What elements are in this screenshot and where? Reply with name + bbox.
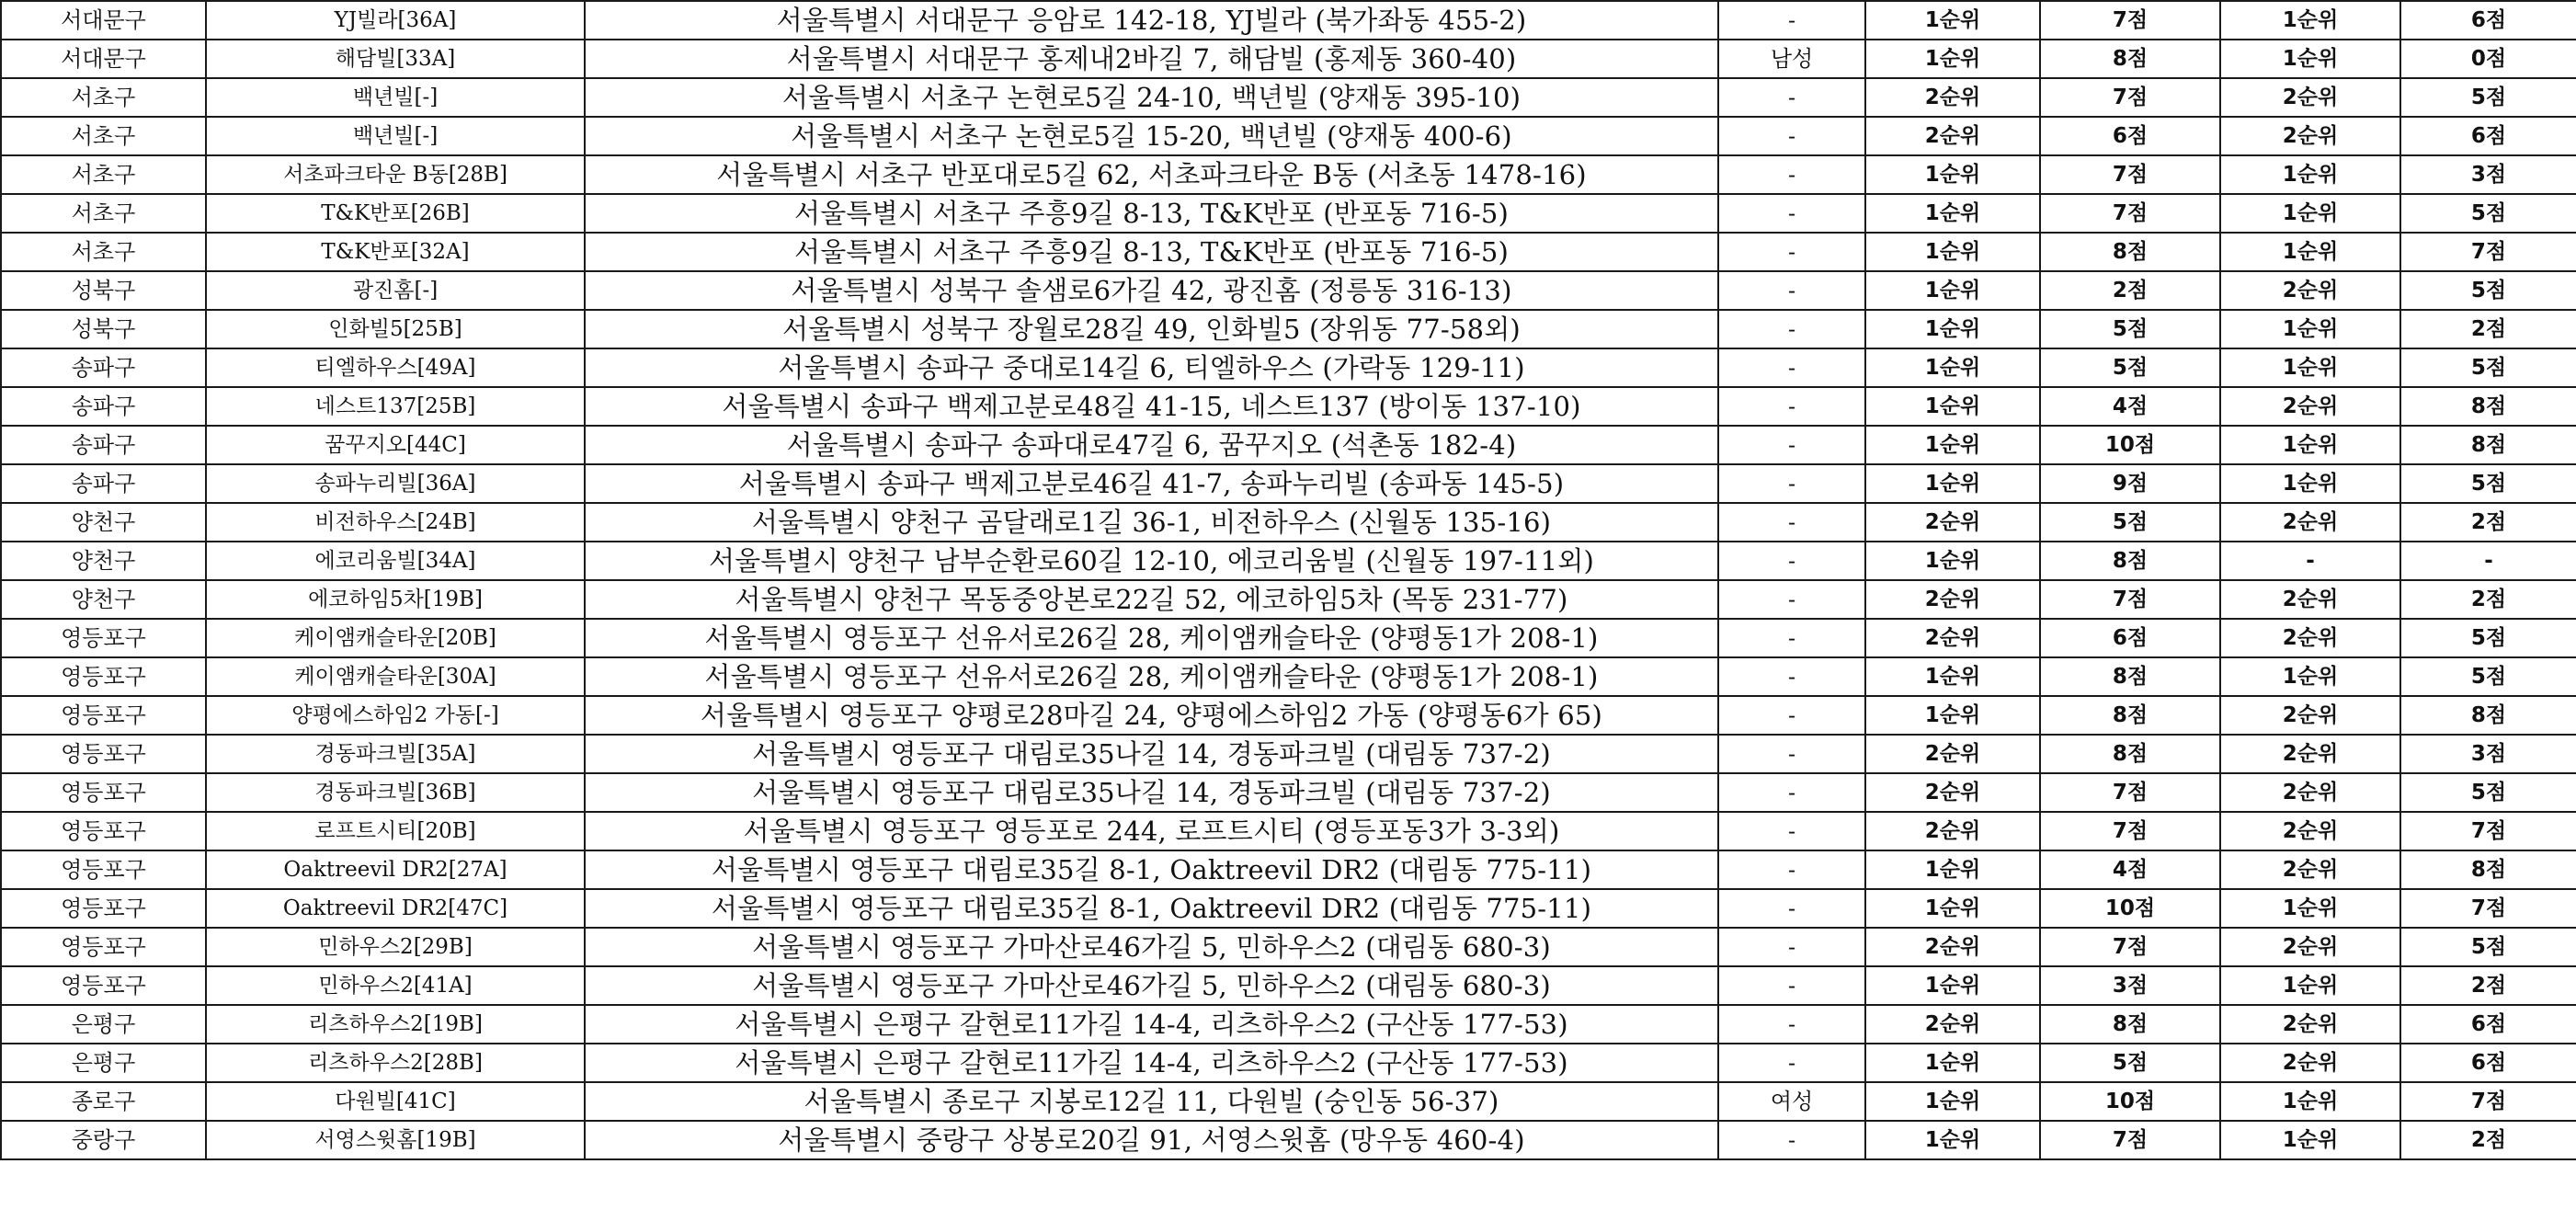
score-1-cell: 7점 — [2040, 812, 2220, 850]
score-2-cell: 5점 — [2400, 657, 2576, 696]
rank-2-cell: - — [2220, 542, 2400, 580]
rank-2-cell: 2순위 — [2220, 850, 2400, 889]
rank-1-cell: 2순위 — [1865, 580, 2040, 619]
district-cell: 영등포구 — [1, 812, 206, 850]
rank-1-cell: 1순위 — [1865, 1082, 2040, 1121]
table-row — [1, 194, 2576, 233]
table-row — [1, 619, 2576, 657]
address-cell: 서울특별시 영등포구 대림로35길 8-1, Oaktreevil DR2 (대림동 775-11) — [585, 889, 1718, 928]
address-cell: 서울특별시 영등포구 대림로35길 8-1, Oaktreevil DR2 (대림동 775-11) — [585, 850, 1718, 889]
building-name-cell: 다원빌[41C] — [206, 1082, 585, 1121]
score-2-cell: 6점 — [2400, 1, 2576, 40]
table-row — [1, 348, 2576, 387]
score-2-cell: 2점 — [2400, 1121, 2576, 1159]
gender-cell: - — [1718, 348, 1865, 387]
address-cell: 서울특별시 서대문구 홍제내2바길 7, 해담빌 (홍제동 360-40) — [585, 40, 1718, 78]
rank-2-cell: 2순위 — [2220, 503, 2400, 542]
rank-1-cell: 1순위 — [1865, 464, 2040, 503]
rank-1-cell: 1순위 — [1865, 966, 2040, 1005]
rank-1-cell: 2순위 — [1865, 735, 2040, 773]
score-2-cell: 8점 — [2400, 850, 2576, 889]
building-name-cell: Oaktreevil DR2[27A] — [206, 850, 585, 889]
address-cell: 서울특별시 서대문구 응암로 142-18, YJ빌라 (북가좌동 455-2) — [585, 1, 1718, 40]
rank-2-cell: 2순위 — [2220, 387, 2400, 426]
building-name-cell: 경동파크빌[36B] — [206, 773, 585, 812]
rank-1-cell: 1순위 — [1865, 1, 2040, 40]
rank-2-cell: 2순위 — [2220, 580, 2400, 619]
district-cell: 영등포구 — [1, 735, 206, 773]
gender-cell: - — [1718, 735, 1865, 773]
table-row — [1, 812, 2576, 850]
address-cell: 서울특별시 성북구 솔샘로6가길 42, 광진홈 (정릉동 316-13) — [585, 271, 1718, 310]
gender-cell: 남성 — [1718, 40, 1865, 78]
gender-cell: - — [1718, 1044, 1865, 1082]
score-1-cell: 8점 — [2040, 657, 2220, 696]
rank-2-cell: 1순위 — [2220, 889, 2400, 928]
rank-2-cell: 1순위 — [2220, 1082, 2400, 1121]
gender-cell: - — [1718, 928, 1865, 966]
district-cell: 양천구 — [1, 542, 206, 580]
address-cell: 서울특별시 서초구 반포대로5길 62, 서초파크타운 B동 (서초동 1478-16) — [585, 155, 1718, 194]
score-2-cell: 7점 — [2400, 1082, 2576, 1121]
district-cell: 서초구 — [1, 78, 206, 117]
score-1-cell: 8점 — [2040, 233, 2220, 271]
score-2-cell: 5점 — [2400, 619, 2576, 657]
score-1-cell: 7점 — [2040, 580, 2220, 619]
building-name-cell: 인화빌5[25B] — [206, 310, 585, 348]
rank-1-cell: 1순위 — [1865, 657, 2040, 696]
table-row — [1, 735, 2576, 773]
district-cell: 성북구 — [1, 271, 206, 310]
rank-2-cell: 1순위 — [2220, 1, 2400, 40]
rank-2-cell: 2순위 — [2220, 1044, 2400, 1082]
score-1-cell: 6점 — [2040, 117, 2220, 155]
district-cell: 영등포구 — [1, 657, 206, 696]
address-cell: 서울특별시 양천구 남부순환로60길 12-10, 에코리움빌 (신월동 197-11외) — [585, 542, 1718, 580]
building-name-cell: 경동파크빌[35A] — [206, 735, 585, 773]
building-name-cell: 리츠하우스2[28B] — [206, 1044, 585, 1082]
gender-cell: - — [1718, 966, 1865, 1005]
score-1-cell: 7점 — [2040, 773, 2220, 812]
table-row — [1, 155, 2576, 194]
score-1-cell: 10점 — [2040, 426, 2220, 464]
building-name-cell: 케이앰캐슬타운[30A] — [206, 657, 585, 696]
score-2-cell: 2점 — [2400, 503, 2576, 542]
district-cell: 영등포구 — [1, 696, 206, 735]
gender-cell: - — [1718, 1121, 1865, 1159]
score-2-cell: 3점 — [2400, 155, 2576, 194]
rank-2-cell: 2순위 — [2220, 78, 2400, 117]
score-1-cell: 9점 — [2040, 464, 2220, 503]
rank-1-cell: 2순위 — [1865, 78, 2040, 117]
rank-2-cell: 2순위 — [2220, 271, 2400, 310]
gender-cell: - — [1718, 387, 1865, 426]
gender-cell: - — [1718, 696, 1865, 735]
table-row — [1, 542, 2576, 580]
score-2-cell: 5점 — [2400, 348, 2576, 387]
district-cell: 은평구 — [1, 1044, 206, 1082]
gender-cell: - — [1718, 1005, 1865, 1044]
address-cell: 서울특별시 양천구 곰달래로1길 36-1, 비전하우스 (신월동 135-16) — [585, 503, 1718, 542]
table-row — [1, 696, 2576, 735]
score-1-cell: 7점 — [2040, 155, 2220, 194]
rank-1-cell: 1순위 — [1865, 1044, 2040, 1082]
rank-1-cell: 1순위 — [1865, 542, 2040, 580]
score-1-cell: 8점 — [2040, 696, 2220, 735]
building-name-cell: 양평에스하임2 가동[-] — [206, 696, 585, 735]
score-2-cell: 8점 — [2400, 387, 2576, 426]
score-1-cell: 4점 — [2040, 387, 2220, 426]
gender-cell: - — [1718, 542, 1865, 580]
address-cell: 서울특별시 송파구 백제고분로48길 41-15, 네스트137 (방이동 137-10) — [585, 387, 1718, 426]
district-cell: 영등포구 — [1, 773, 206, 812]
building-name-cell: 티엘하우스[49A] — [206, 348, 585, 387]
address-cell: 서울특별시 영등포구 가마산로46가길 5, 민하우스2 (대림동 680-3) — [585, 928, 1718, 966]
building-name-cell: 송파누리빌[36A] — [206, 464, 585, 503]
table-body — [1, 1, 2576, 1159]
district-cell: 서대문구 — [1, 40, 206, 78]
table-row — [1, 928, 2576, 966]
gender-cell: - — [1718, 310, 1865, 348]
district-cell: 종로구 — [1, 1082, 206, 1121]
rank-2-cell: 2순위 — [2220, 696, 2400, 735]
rank-1-cell: 1순위 — [1865, 850, 2040, 889]
address-cell: 서울특별시 영등포구 대림로35나길 14, 경동파크빌 (대림동 737-2) — [585, 735, 1718, 773]
score-1-cell: 10점 — [2040, 1082, 2220, 1121]
score-1-cell: 7점 — [2040, 78, 2220, 117]
table-row — [1, 271, 2576, 310]
district-cell: 양천구 — [1, 580, 206, 619]
address-cell: 서울특별시 영등포구 가마산로46가길 5, 민하우스2 (대림동 680-3) — [585, 966, 1718, 1005]
address-cell: 서울특별시 서초구 주흥9길 8-13, T&K반포 (반포동 716-5) — [585, 233, 1718, 271]
building-name-cell: YJ빌라[36A] — [206, 1, 585, 40]
gender-cell: - — [1718, 850, 1865, 889]
table-row — [1, 966, 2576, 1005]
table-row — [1, 657, 2576, 696]
building-name-cell: 케이앰캐슬타운[20B] — [206, 619, 585, 657]
address-cell: 서울특별시 송파구 백제고분로46길 41-7, 송파누리빌 (송파동 145-5) — [585, 464, 1718, 503]
district-cell: 서초구 — [1, 155, 206, 194]
score-2-cell: 2점 — [2400, 966, 2576, 1005]
building-name-cell: 민하우스2[41A] — [206, 966, 585, 1005]
address-cell: 서울특별시 송파구 중대로14길 6, 티엘하우스 (가락동 129-11) — [585, 348, 1718, 387]
gender-cell: - — [1718, 812, 1865, 850]
district-cell: 서대문구 — [1, 1, 206, 40]
address-cell: 서울특별시 은평구 갈현로11가길 14-4, 리츠하우스2 (구산동 177-53) — [585, 1005, 1718, 1044]
rank-1-cell: 1순위 — [1865, 426, 2040, 464]
gender-cell: - — [1718, 889, 1865, 928]
table-row — [1, 1, 2576, 40]
district-cell: 서초구 — [1, 194, 206, 233]
rank-2-cell: 1순위 — [2220, 233, 2400, 271]
gender-cell: - — [1718, 78, 1865, 117]
rank-2-cell: 1순위 — [2220, 966, 2400, 1005]
gender-cell: - — [1718, 117, 1865, 155]
address-cell: 서울특별시 서초구 논현로5길 24-10, 백년빌 (양재동 395-10) — [585, 78, 1718, 117]
district-cell: 송파구 — [1, 464, 206, 503]
rank-1-cell: 1순위 — [1865, 310, 2040, 348]
rank-2-cell: 1순위 — [2220, 657, 2400, 696]
district-cell: 중랑구 — [1, 1121, 206, 1159]
score-2-cell: 5점 — [2400, 928, 2576, 966]
score-2-cell: 0점 — [2400, 40, 2576, 78]
gender-cell: - — [1718, 657, 1865, 696]
building-name-cell: 서영스윗홈[19B] — [206, 1121, 585, 1159]
address-cell: 서울특별시 영등포구 양평로28마길 24, 양평에스하임2 가동 (양평동6가 65) — [585, 696, 1718, 735]
gender-cell: - — [1718, 503, 1865, 542]
building-name-cell: 로프트시티[20B] — [206, 812, 585, 850]
rank-2-cell: 1순위 — [2220, 40, 2400, 78]
score-1-cell: 2점 — [2040, 271, 2220, 310]
table-row — [1, 580, 2576, 619]
score-2-cell: 7점 — [2400, 889, 2576, 928]
score-2-cell: 6점 — [2400, 117, 2576, 155]
district-cell: 서초구 — [1, 117, 206, 155]
gender-cell: - — [1718, 426, 1865, 464]
score-2-cell: 8점 — [2400, 696, 2576, 735]
rank-1-cell: 2순위 — [1865, 812, 2040, 850]
district-cell: 영등포구 — [1, 619, 206, 657]
table-row — [1, 1005, 2576, 1044]
score-2-cell: 2점 — [2400, 310, 2576, 348]
building-name-cell: 민하우스2[29B] — [206, 928, 585, 966]
address-cell: 서울특별시 양천구 목동중앙본로22길 52, 에코하임5차 (목동 231-77) — [585, 580, 1718, 619]
table-row — [1, 773, 2576, 812]
table-row — [1, 889, 2576, 928]
rank-1-cell: 1순위 — [1865, 696, 2040, 735]
table-row — [1, 464, 2576, 503]
score-1-cell: 7점 — [2040, 1, 2220, 40]
rank-1-cell: 2순위 — [1865, 773, 2040, 812]
building-name-cell: 에코하임5차[19B] — [206, 580, 585, 619]
table-row — [1, 387, 2576, 426]
address-cell: 서울특별시 영등포구 영등포로 244, 로프트시티 (영등포동3가 3-3외) — [585, 812, 1718, 850]
district-cell: 영등포구 — [1, 850, 206, 889]
rank-2-cell: 2순위 — [2220, 928, 2400, 966]
district-cell: 성북구 — [1, 310, 206, 348]
score-2-cell: 6점 — [2400, 1005, 2576, 1044]
district-cell: 은평구 — [1, 1005, 206, 1044]
address-cell: 서울특별시 서초구 논현로5길 15-20, 백년빌 (양재동 400-6) — [585, 117, 1718, 155]
rank-1-cell: 1순위 — [1865, 889, 2040, 928]
score-1-cell: 8점 — [2040, 735, 2220, 773]
gender-cell: - — [1718, 155, 1865, 194]
rank-2-cell: 1순위 — [2220, 310, 2400, 348]
table-row — [1, 78, 2576, 117]
score-1-cell: 5점 — [2040, 348, 2220, 387]
rank-2-cell: 1순위 — [2220, 426, 2400, 464]
score-1-cell: 7점 — [2040, 1121, 2220, 1159]
district-cell: 송파구 — [1, 348, 206, 387]
table-row — [1, 426, 2576, 464]
address-cell: 서울특별시 중랑구 상봉로20길 91, 서영스윗홈 (망우동 460-4) — [585, 1121, 1718, 1159]
rank-2-cell: 2순위 — [2220, 117, 2400, 155]
score-2-cell: 5점 — [2400, 464, 2576, 503]
rank-1-cell: 2순위 — [1865, 928, 2040, 966]
gender-cell: - — [1718, 194, 1865, 233]
building-name-cell: 광진홈[-] — [206, 271, 585, 310]
building-name-cell: 꿈꾸지오[44C] — [206, 426, 585, 464]
district-cell: 양천구 — [1, 503, 206, 542]
score-2-cell: - — [2400, 542, 2576, 580]
gender-cell: - — [1718, 233, 1865, 271]
building-name-cell: 비전하우스[24B] — [206, 503, 585, 542]
building-name-cell: 네스트137[25B] — [206, 387, 585, 426]
score-1-cell: 8점 — [2040, 40, 2220, 78]
score-2-cell: 5점 — [2400, 271, 2576, 310]
rank-1-cell: 1순위 — [1865, 194, 2040, 233]
address-cell: 서울특별시 은평구 갈현로11가길 14-4, 리츠하우스2 (구산동 177-53) — [585, 1044, 1718, 1082]
rank-1-cell: 1순위 — [1865, 348, 2040, 387]
score-2-cell: 5점 — [2400, 78, 2576, 117]
score-1-cell: 10점 — [2040, 889, 2220, 928]
score-1-cell: 7점 — [2040, 194, 2220, 233]
rank-2-cell: 1순위 — [2220, 348, 2400, 387]
rank-1-cell: 2순위 — [1865, 503, 2040, 542]
score-1-cell: 7점 — [2040, 928, 2220, 966]
table-row — [1, 233, 2576, 271]
rank-1-cell: 1순위 — [1865, 387, 2040, 426]
address-cell: 서울특별시 종로구 지봉로12길 11, 다원빌 (숭인동 56-37) — [585, 1082, 1718, 1121]
score-1-cell: 8점 — [2040, 542, 2220, 580]
address-cell: 서울특별시 성북구 장월로28길 49, 인화빌5 (장위동 77-58외) — [585, 310, 1718, 348]
score-2-cell: 2점 — [2400, 580, 2576, 619]
score-2-cell: 5점 — [2400, 194, 2576, 233]
score-2-cell: 6점 — [2400, 1044, 2576, 1082]
score-1-cell: 5점 — [2040, 503, 2220, 542]
score-2-cell: 5점 — [2400, 773, 2576, 812]
score-2-cell: 8점 — [2400, 426, 2576, 464]
rank-2-cell: 1순위 — [2220, 194, 2400, 233]
building-name-cell: 백년빌[-] — [206, 117, 585, 155]
rank-1-cell: 2순위 — [1865, 1005, 2040, 1044]
building-name-cell: 서초파크타운 B동[28B] — [206, 155, 585, 194]
rank-2-cell: 1순위 — [2220, 155, 2400, 194]
gender-cell: 여성 — [1718, 1082, 1865, 1121]
address-cell: 서울특별시 영등포구 대림로35나길 14, 경동파크빌 (대림동 737-2) — [585, 773, 1718, 812]
district-cell: 영등포구 — [1, 889, 206, 928]
table-row — [1, 1082, 2576, 1121]
address-cell: 서울특별시 송파구 송파대로47길 6, 꿈꾸지오 (석촌동 182-4) — [585, 426, 1718, 464]
table-row — [1, 1044, 2576, 1082]
rank-2-cell: 1순위 — [2220, 464, 2400, 503]
building-name-cell: 해담빌[33A] — [206, 40, 585, 78]
gender-cell: - — [1718, 580, 1865, 619]
rank-1-cell: 2순위 — [1865, 117, 2040, 155]
district-cell: 송파구 — [1, 426, 206, 464]
address-cell: 서울특별시 영등포구 선유서로26길 28, 케이앰캐슬타운 (양평동1가 208-1) — [585, 657, 1718, 696]
rank-2-cell: 2순위 — [2220, 735, 2400, 773]
district-cell: 영등포구 — [1, 928, 206, 966]
gender-cell: - — [1718, 271, 1865, 310]
gender-cell: - — [1718, 773, 1865, 812]
rank-1-cell: 1순위 — [1865, 155, 2040, 194]
table-row — [1, 310, 2576, 348]
score-2-cell: 7점 — [2400, 233, 2576, 271]
rank-1-cell: 1순위 — [1865, 233, 2040, 271]
rank-1-cell: 1순위 — [1865, 1121, 2040, 1159]
building-name-cell: 리츠하우스2[19B] — [206, 1005, 585, 1044]
building-name-cell: T&K반포[26B] — [206, 194, 585, 233]
score-1-cell: 8점 — [2040, 1005, 2220, 1044]
rank-1-cell: 1순위 — [1865, 40, 2040, 78]
gender-cell: - — [1718, 1, 1865, 40]
rank-1-cell: 2순위 — [1865, 619, 2040, 657]
rank-2-cell: 2순위 — [2220, 1005, 2400, 1044]
rank-2-cell: 2순위 — [2220, 773, 2400, 812]
building-name-cell: 백년빌[-] — [206, 78, 585, 117]
score-2-cell: 7점 — [2400, 812, 2576, 850]
table-row — [1, 117, 2576, 155]
score-2-cell: 3점 — [2400, 735, 2576, 773]
score-1-cell: 3점 — [2040, 966, 2220, 1005]
building-name-cell: Oaktreevil DR2[47C] — [206, 889, 585, 928]
district-cell: 송파구 — [1, 387, 206, 426]
district-cell: 서초구 — [1, 233, 206, 271]
table-row — [1, 40, 2576, 78]
gender-cell: - — [1718, 464, 1865, 503]
gender-cell: - — [1718, 619, 1865, 657]
score-1-cell: 5점 — [2040, 1044, 2220, 1082]
district-cell: 영등포구 — [1, 966, 206, 1005]
building-name-cell: T&K반포[32A] — [206, 233, 585, 271]
table-row — [1, 503, 2576, 542]
score-1-cell: 4점 — [2040, 850, 2220, 889]
building-name-cell: 에코리움빌[34A] — [206, 542, 585, 580]
rank-2-cell: 2순위 — [2220, 812, 2400, 850]
table-row — [1, 850, 2576, 889]
address-cell: 서울특별시 영등포구 선유서로26길 28, 케이앰캐슬타운 (양평동1가 208-1) — [585, 619, 1718, 657]
score-1-cell: 5점 — [2040, 310, 2220, 348]
rank-2-cell: 1순위 — [2220, 1121, 2400, 1159]
rank-1-cell: 1순위 — [1865, 271, 2040, 310]
table-row — [1, 1121, 2576, 1159]
address-cell: 서울특별시 서초구 주흥9길 8-13, T&K반포 (반포동 716-5) — [585, 194, 1718, 233]
rank-2-cell: 2순위 — [2220, 619, 2400, 657]
score-1-cell: 6점 — [2040, 619, 2220, 657]
